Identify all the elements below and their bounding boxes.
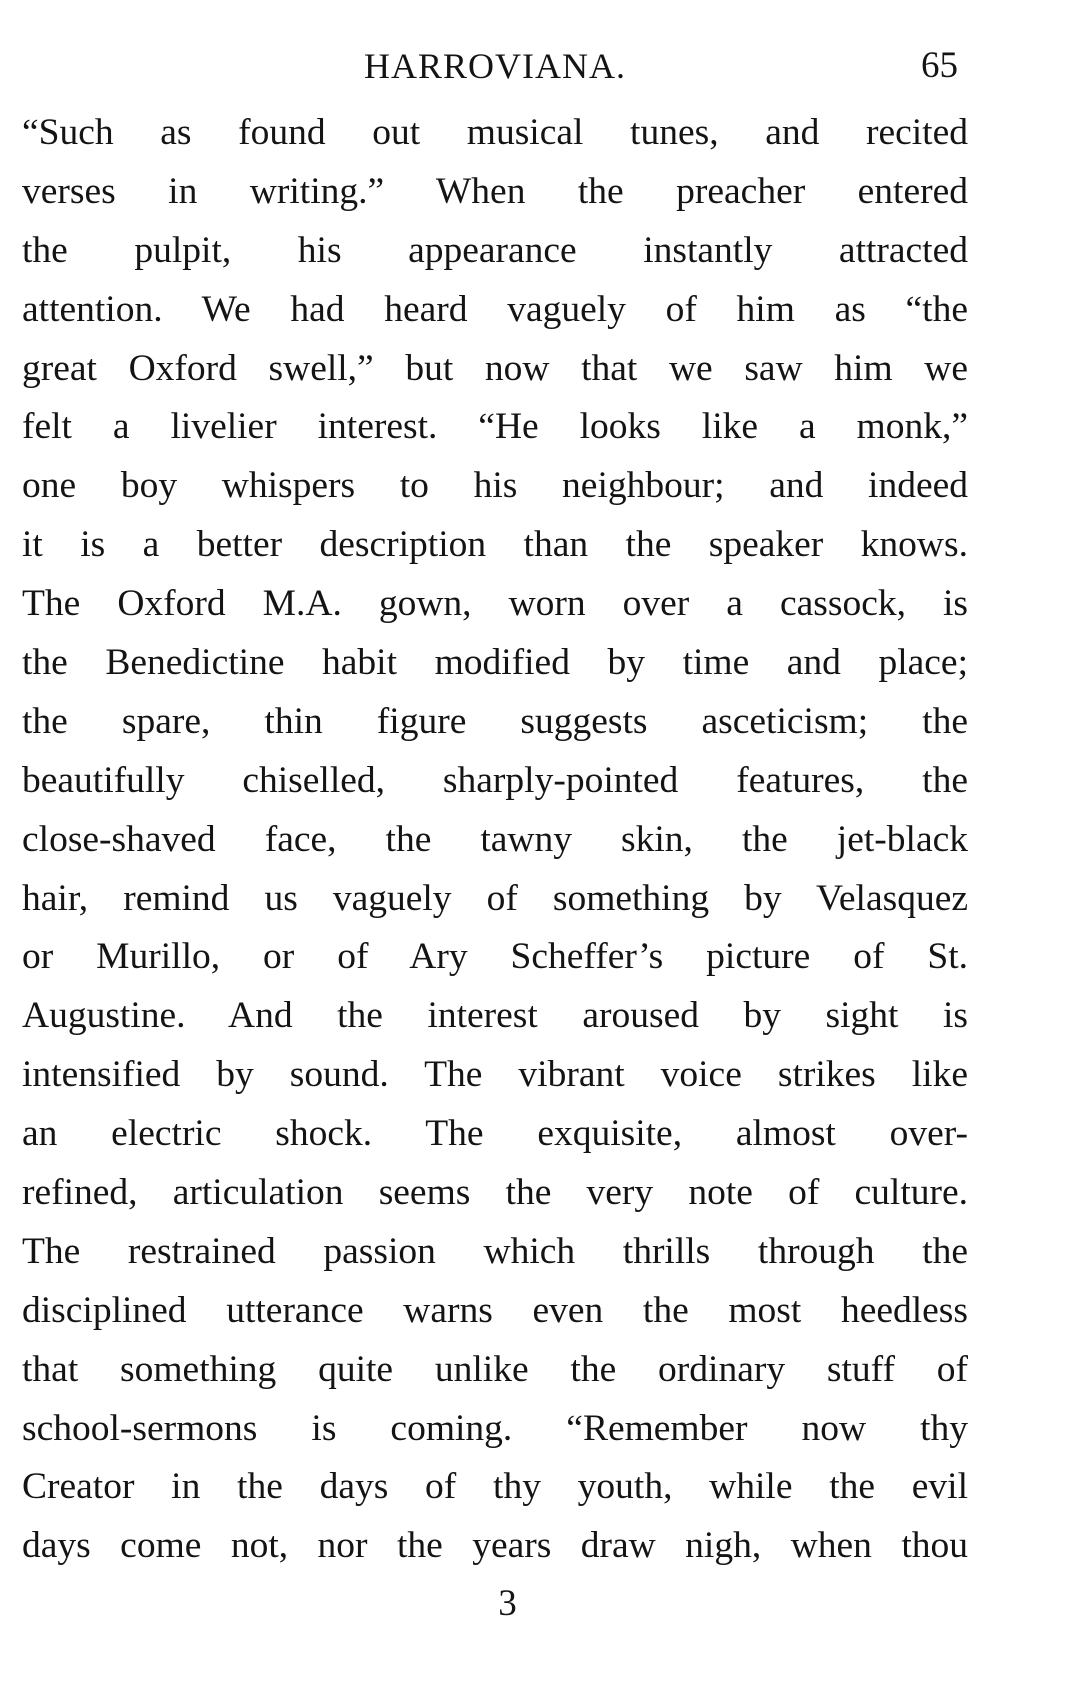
- text-line: Creator in the days of thy youth, while the evil: [22, 1466, 968, 1508]
- text-line: one boy whispers to his neighbour; and indeed: [22, 465, 968, 507]
- text-line: felt a livelier interest. “He looks like a monk,”: [22, 406, 968, 448]
- text-line: refined, articulation seems the very note of culture.: [22, 1172, 968, 1214]
- text-line: the Benedictine habit modified by time and place;: [22, 642, 968, 684]
- text-line: disciplined utterance warns even the most heedless: [22, 1289, 968, 1331]
- text-line: the pulpit, his appearance instantly attracted: [22, 229, 968, 271]
- text-line: attention. We had heard vaguely of him as “the: [22, 288, 968, 330]
- text-line: Augustine. And the interest aroused by sight is: [22, 995, 968, 1037]
- text-line: it is a better description than the speaker knows.: [22, 524, 968, 566]
- text-line: The Oxford M.A. gown, worn over a cassock, is: [22, 583, 968, 625]
- text-line: an electric shock. The exquisite, almost over-: [22, 1113, 968, 1155]
- running-header: [22, 40, 968, 92]
- text-line: verses in writing.” When the preacher entered: [22, 170, 968, 212]
- text-line: great Oxford swell,” but now that we saw him we: [22, 347, 968, 389]
- signature-mark: 3: [498, 1583, 517, 1624]
- text-line: intensified by sound. The vibrant voice strikes like: [22, 1054, 968, 1096]
- running-title: HARROVIANA.: [364, 46, 626, 86]
- text-line: school-sermons is coming. “Remember now thy: [22, 1407, 968, 1449]
- text-line: The restrained passion which thrills through the: [22, 1230, 968, 1272]
- text-line: the spare, thin figure suggests asceticism; the: [22, 700, 968, 742]
- body-text: [22, 104, 968, 1576]
- text-line: or Murillo, or of Ary Scheffer’s picture of St.: [22, 936, 968, 978]
- text-line: close-shaved face, the tawny skin, the jet-black: [22, 818, 968, 860]
- text-line: days come not, nor the years draw nigh, when thou: [22, 1525, 968, 1567]
- page-number: 65: [921, 45, 958, 86]
- text-line: beautifully chiselled, sharply-pointed features, the: [22, 759, 968, 801]
- text-line: hair, remind us vaguely of something by Velasquez: [22, 877, 968, 919]
- text-line: “Such as found out musical tunes, and recited: [22, 112, 968, 153]
- text-line: that something quite unlike the ordinary stuff of: [22, 1348, 968, 1390]
